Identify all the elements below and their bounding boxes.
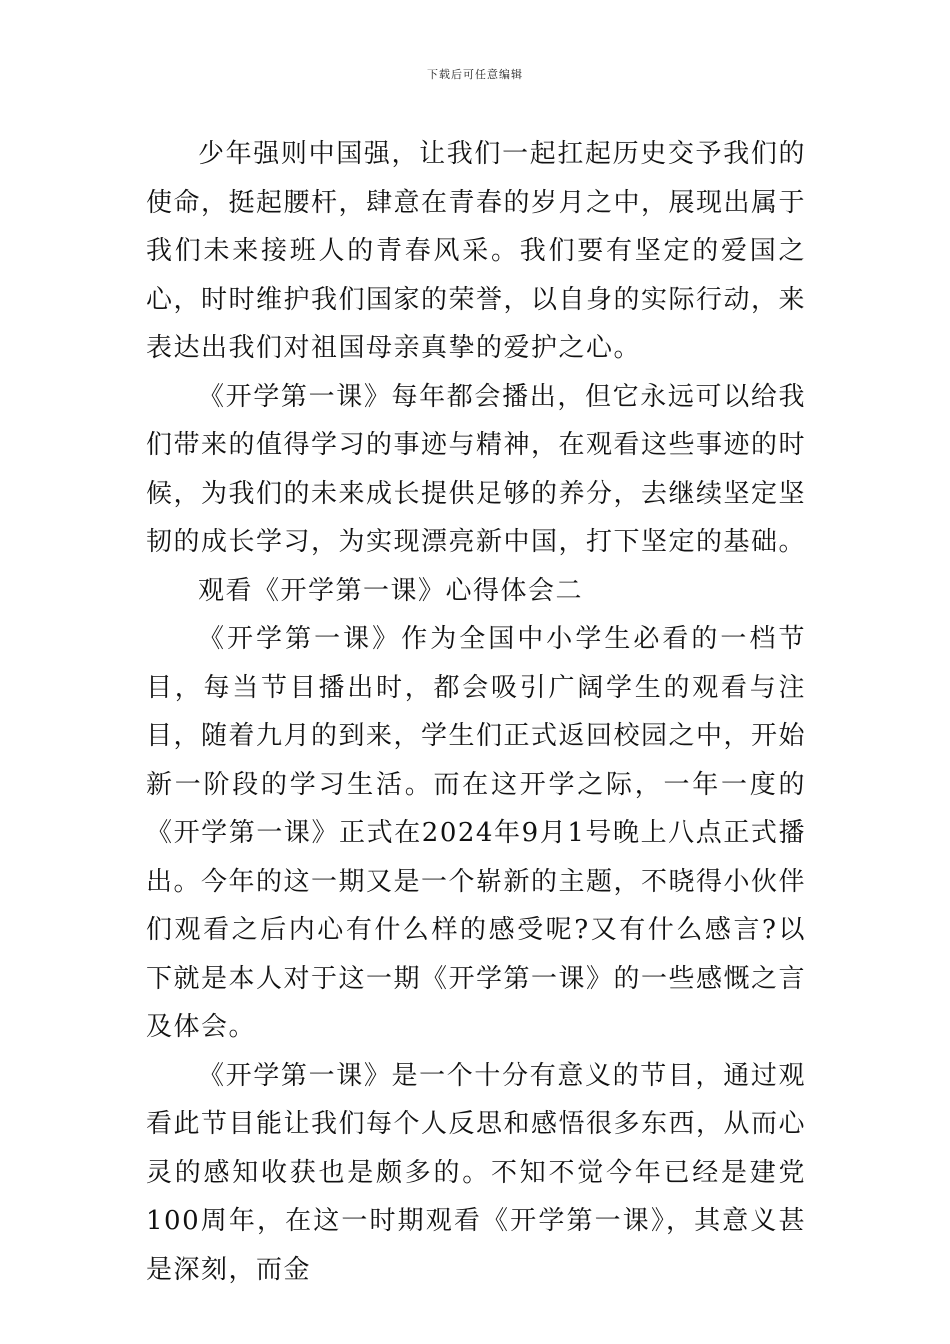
header-note: 下载后可任意编辑: [427, 68, 523, 81]
section-heading: 观看《开学第一课》心得体会二: [198, 575, 584, 606]
paragraph: 《开学第一课》每年都会播出，但它永远可以给我们带来的值得学习的事迹与精神，在观看这些事迹的时候，为我们的未来成长提供足够的养分，去继续坚定坚韧的成长学习，为实现漂亮新中国，打下坚定的基础。: [146, 381, 807, 557]
paragraph: 《开学第一课》是一个十分有意义的节目，通过观看此节目能让我们每个人反思和感悟很多东西，从而心灵的感知收获也是颇多的。不知不觉今年已经是建党100周年，在这一时期观看《开学第一课》，其意义甚是深刻，而金: [146, 1060, 807, 1285]
paragraph: 《开学第一课》作为全国中小学生必看的一档节目，每当节目播出时，都会吸引广阔学生的观看与注目，随着九月的到来，学生们正式返回校园之中，开始新一阶段的学习生活。而在这开学之际，一年一度的《开学第一课》正式在2024年9月1号晚上八点正式播出。今年的这一期又是一个崭新的主题，不晓得小伙伴们观看之后内心有什么样的感受呢?又有什么感言?以下就是本人对于这一期《开学第一课》的一些感慨之言及体会。: [146, 624, 807, 1042]
document-body: [146, 130, 806, 1294]
paragraph: 少年强则中国强，让我们一起扛起历史交予我们的使命，挺起腰杆，肆意在青春的岁月之中，展现出属于我们未来接班人的青春风采。我们要有坚定的爱国之心，时时维护我们国家的荣誉，以自身的实际行动，来表达出我们对祖国母亲真挚的爱护之心。: [146, 139, 807, 363]
